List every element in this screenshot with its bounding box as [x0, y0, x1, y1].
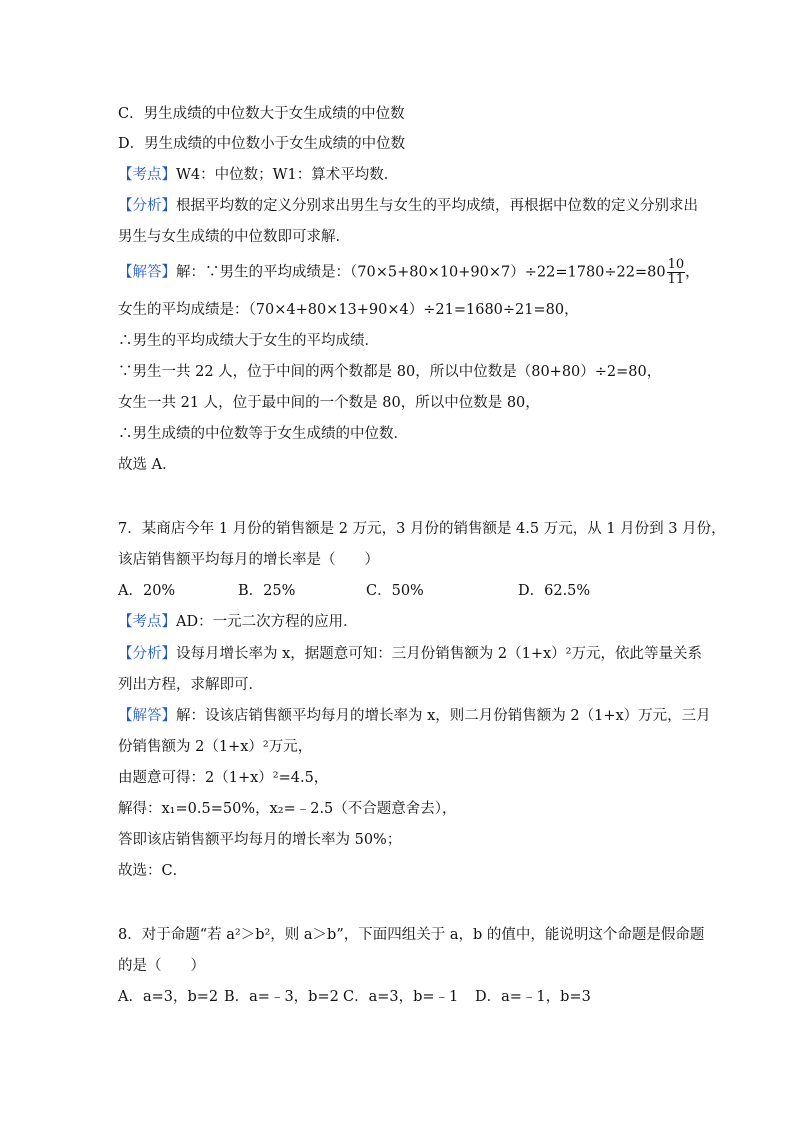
q6-line2: 女生的平均成绩是：（70×4+80×13+90×4）÷21=1680÷21=80， [118, 302, 579, 318]
kaodian-text: AD：一元二次方程的应用． [176, 614, 358, 630]
fraction-denominator: 11 [667, 272, 685, 287]
q7-line6: 故选：C． [118, 863, 188, 879]
jieda-text: 解：∵男生的平均成绩是：（70×5+80×10+90×7）÷22=1780÷22=80 [176, 264, 666, 281]
q7-option-b: B．25% [238, 583, 296, 599]
q7-line3: 由题意可得：2（1+x）²=4.5， [118, 770, 329, 786]
q7-jieda [118, 706, 711, 726]
fenxi-tag: 【分析】 [118, 646, 176, 662]
kaodian-tag: 【考点】 [118, 614, 176, 630]
q8-option-d: D．a=﹣1，b=3 [475, 989, 591, 1005]
q7-options [118, 581, 678, 601]
jieda-text: 解：设该店销售额平均每月的增长率为 x，则二月份销售额为 2（1+x）万元，三月 [176, 708, 711, 724]
q6-fenxi [118, 196, 698, 216]
q6-option-c: C．男生成绩的中位数大于女生成绩的中位数 [118, 106, 405, 122]
q6-option-d: D．男生成绩的中位数小于女生成绩的中位数 [118, 136, 406, 152]
jieda-tag: 【解答】 [118, 264, 176, 281]
q7-line4: 解得：x₁=0.5=50%，x₂=﹣2.5（不合题意舍去）， [118, 801, 457, 817]
q8-options [118, 987, 678, 1007]
q7-fenxi-line2: 列出方程，求解即可． [118, 677, 263, 693]
q7-option-c: C．50% [366, 583, 424, 599]
q7-line5: 答即该店销售额平均每月的增长率为 50%； [118, 832, 402, 848]
q6-line5: 女生一共 21 人，位于最中间的一个数是 80，所以中位数是 80， [118, 395, 540, 411]
kaodian-text: W4：中位数；W1：算术平均数． [176, 167, 399, 183]
q6-line7: 故选 A． [118, 457, 177, 473]
q7-stem-line1: 7．某商店今年 1 月份的销售额是 2 万元，3 月份的销售额是 4.5 万元，从 1 月份到 3 月份， [118, 521, 726, 537]
q8-stem-line1: 8．对于命题“若 a²＞b²，则 a＞b”，下面四组关于 a，b 的值中，能说明这个命题是假命题 [118, 927, 705, 943]
q7-stem-line2: 该店销售额平均每月的增长率是（ ） [118, 552, 379, 568]
fenxi-text: 根据平均数的定义分别求出男生与女生的平均成绩，再根据中位数的定义分别求出 [176, 198, 698, 214]
q8-option-c: C．a=3，b=﹣1 [343, 989, 459, 1005]
q8-option-b: B．a=﹣3，b=2 [224, 989, 339, 1005]
jieda-tag: 【解答】 [118, 708, 176, 724]
q7-option-d: D．62.5% [518, 583, 591, 599]
fenxi-tag: 【分析】 [118, 198, 176, 214]
q6-line4: ∵男生一共 22 人，位于中间的两个数都是 80，所以中位数是（80+80）÷2=80， [118, 364, 662, 380]
q6-fenxi-line2: 男生与女生成绩的中位数即可求解． [118, 229, 350, 245]
fraction [667, 258, 686, 287]
fenxi-text: 设每月增长率为 x，据题意可知：三月份销售额为 2（1+x）²万元，依此等量关系 [176, 646, 702, 662]
fraction-numerator: 10 [667, 257, 685, 272]
q7-line2: 份销售额为 2（1+x）²万元， [118, 739, 313, 755]
q7-option-a: A．20% [118, 583, 176, 599]
q6-line6: ∴男生成绩的中位数等于女生成绩的中位数． [118, 426, 408, 442]
q6-kaodian [118, 165, 398, 185]
q8-stem-line2: 的是（ ） [118, 958, 205, 974]
q6-line3: ∴男生的平均成绩大于女生的平均成绩． [118, 333, 379, 349]
q6-jieda [118, 258, 700, 287]
jieda-line-end: ， [685, 264, 700, 281]
q8-option-a: A．a=3，b=2 [118, 989, 219, 1005]
q7-kaodian [118, 612, 358, 632]
q7-fenxi [118, 644, 702, 664]
kaodian-tag: 【考点】 [118, 167, 176, 183]
